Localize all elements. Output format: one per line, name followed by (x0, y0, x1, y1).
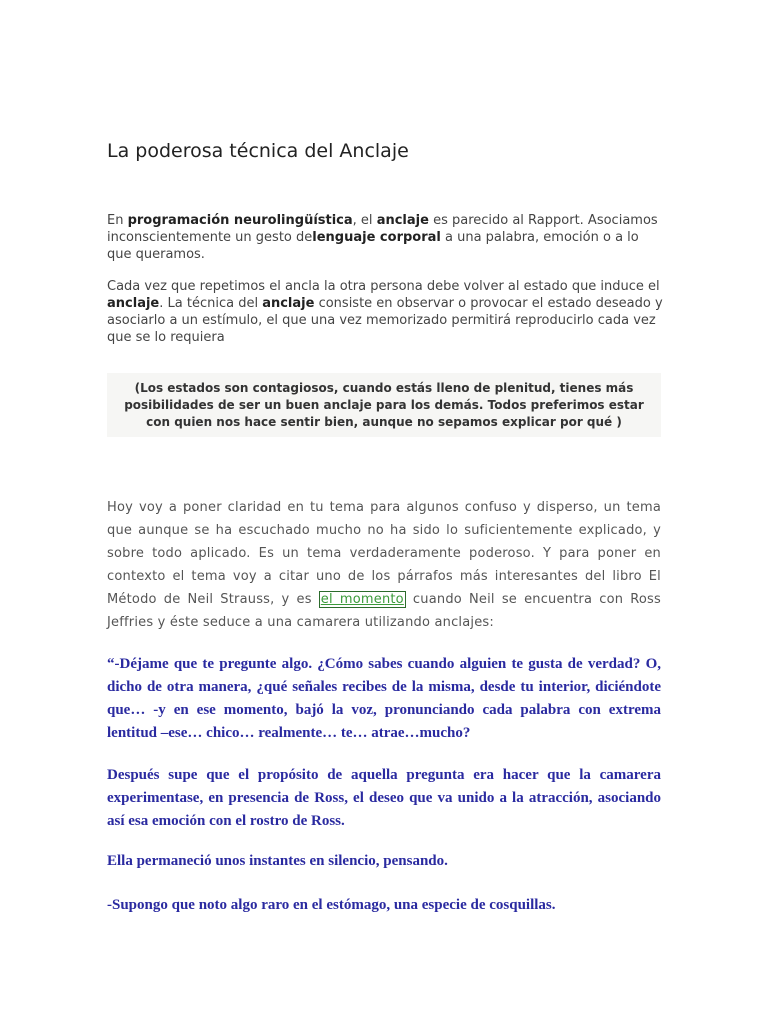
text-run: , el (352, 213, 377, 228)
article-title: La poderosa técnica del Anclaje (107, 140, 409, 162)
text-run: Hoy voy a poner claridad en tu tema para algunos confuso y disperso, un tema que aunque se ha escuchado mucho no ha sido lo suficientemente explicado, y sobre todo aplicado. Es un tema verdaderamente poderoso. Y para poner en contexto el tema voy a citar uno de los párrafos más interesantes del libro El Método de Neil Strauss, y es (107, 500, 661, 607)
highlight-quote-text: (Los estados son contagiosos, cuando estás lleno de plenitud, tienes más posibilidades de ser un buen anclaje para los demás. Todos preferimos estar con quien nos hace sentir bien, aunque no sepamos explicar por qué ) (124, 381, 644, 429)
highlight-quote-box (107, 373, 661, 437)
bold-term: anclaje (262, 296, 315, 311)
text-run: En (107, 213, 128, 228)
body-paragraph (107, 496, 661, 634)
text-run: es parecido al Rapport. Asociamos inconscientemente un gesto de (107, 213, 658, 245)
text-run: . La técnica del (159, 296, 263, 311)
intro-paragraph-2 (107, 278, 667, 346)
text-run: cuando Neil se encuentra con Ross Jeffries y éste seduce a una camarera utilizando anclajes: (107, 592, 661, 630)
bold-term: anclaje (107, 296, 160, 311)
bold-term: programación neurolingüística (127, 213, 353, 228)
excerpt-paragraph-4: -Supongo que noto algo raro en el estómago, una especie de cosquillas. (107, 897, 556, 913)
text-run: consiste en observar o provocar el estado deseado y asociarlo a un estímulo, el que una vez memorizado permitirá reproducirlo cada vez que se lo requiera (107, 296, 663, 345)
el-momento-link[interactable]: el momento (320, 592, 404, 607)
excerpt-paragraph-3: Ella permaneció unos instantes en silencio, pensando. (107, 853, 448, 869)
text-run: a una palabra, emoción o a lo que queramos. (107, 230, 639, 262)
intro-paragraph-1 (107, 212, 667, 263)
excerpt-paragraph-2: Después supe que el propósito de aquella pregunta era hacer que la camarera experimentase, en presencia de Ross, el deseo que va unido a la atracción, asociando así esa emoción con el rostro de Ross. (107, 767, 661, 829)
bold-term: lenguaje corporal (312, 230, 441, 245)
bold-term: anclaje (376, 213, 429, 228)
text-run: Cada vez que repetimos el ancla la otra persona debe volver al estado que induce el (107, 279, 660, 294)
excerpt-paragraph-1: “-Déjame que te pregunte algo. ¿Cómo sabes cuando alguien te gusta de verdad? O, dicho de otra manera, ¿qué señales recibes de la misma, desde tu interior, diciéndote que… -y en ese momento, bajó la voz, pronunciando cada palabra con extrema lentitud –ese… chico… realmente… te… atrae…mucho? (107, 656, 661, 741)
